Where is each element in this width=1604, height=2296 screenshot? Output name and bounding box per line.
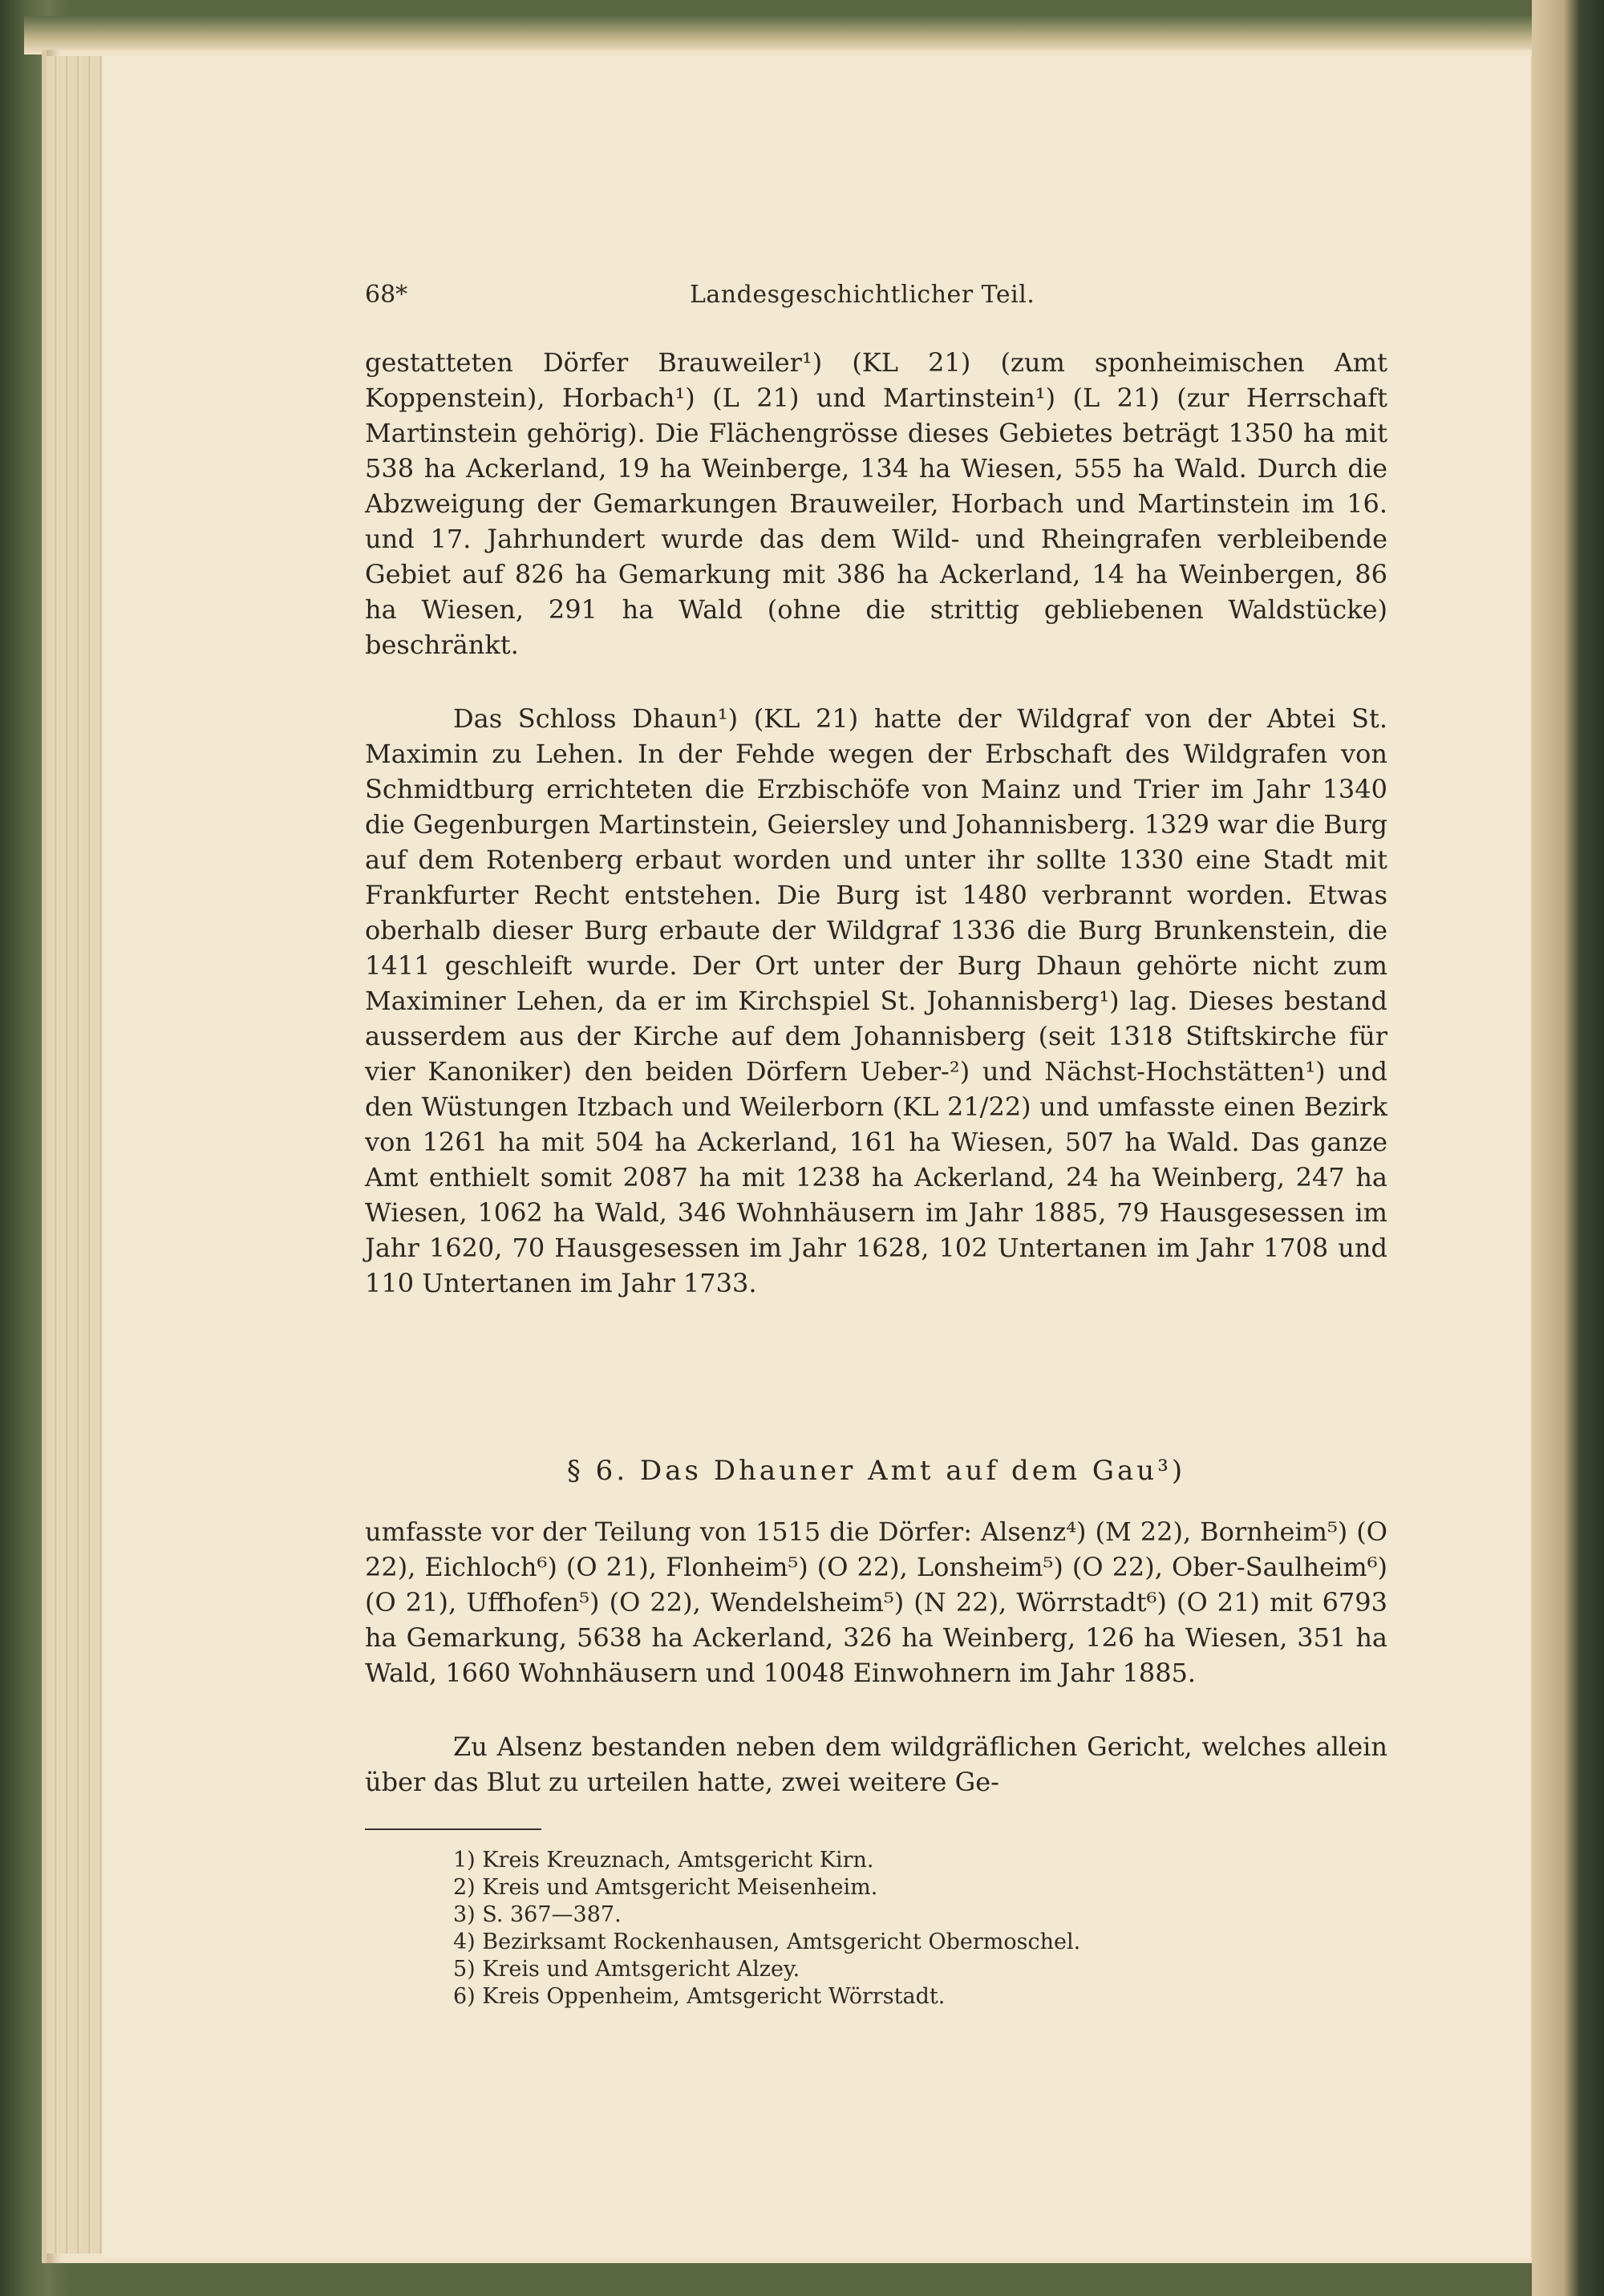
footnotes — [453, 1847, 1335, 2011]
book-top-edge — [24, 16, 1588, 55]
paragraph-4: Zu Alsenz bestanden neben dem wildgräflichen Gericht, welches allein über das Blut zu urteilen hatte, zwei weitere Ge- — [365, 1731, 1387, 1797]
footnote-1: 1) Kreis Kreuznach, Amtsgericht Kirn. — [453, 1848, 874, 1873]
footnote-rule — [365, 1828, 541, 1830]
footnote-5: 5) Kreis und Amtsgericht Alzey. — [453, 1957, 800, 1982]
footnote-3: 3) S. 367—387. — [453, 1902, 622, 1927]
page-number: 68* — [365, 281, 408, 309]
footnote-6: 6) Kreis Oppenheim, Amtsgericht Wörrstadt. — [453, 1984, 946, 2009]
next-page-edge — [1532, 0, 1604, 2296]
paragraph-1: gestatteten Dörfer Brauweiler¹) (KL 21) (zum sponheimischen Amt Koppenstein), Horbach¹) (L 21) und Martinstein¹) (L 21) (zur Herrschaft Martinstein gehörig). Die Flächengrösse dieses Gebietes beträgt 1350 ha mit 538 ha Ackerland, 19 ha Weinberge, 134 ha Wiesen, 555 ha Wald. Durch die Abzweigung der Gemarkungen Brauweiler, Horbach und Martinstein im 16. und 17. Jahrhundert wurde das dem Wild- und Rheingrafen verbleibende Gebiet auf 826 ha Gemarkung mit 386 ha Ackerland, 14 ha Weinbergen, 86 ha Wiesen, 291 ha Wald (ohne die strittig gebliebenen Waldstücke) beschränkt. — [365, 347, 1387, 660]
footnote-4: 4) Bezirksamt Rockenhausen, Amtsgericht Obermoschel. — [453, 1930, 1081, 1954]
paragraph-2: Das Schloss Dhaun¹) (KL 21) hatte der Wildgraf von der Abtei St. Maximin zu Lehen. In der Fehde wegen der Erbschaft des Wildgrafen von Schmidtburg errichteten die Erzbischöfe von Mainz und Trier im Jahr 1340 die Gegenburgen Martinstein, Geiersley und Johannisberg. 1329 war die Burg auf dem Rotenberg erbaut worden und unter ihr sollte 1330 eine Stadt mit Frankfurter Recht entstehen. Die Burg ist 1480 verbrannt worden. Etwas oberhalb dieser Burg erbaute der Wildgraf 1336 die Burg Brunkenstein, die 1411 geschleift wurde. Der Ort unter der Burg Dhaun gehörte nicht zum Maximiner Lehen, da er im Kirchspiel St. Johannisberg¹) lag. Dieses bestand ausserdem aus der Kirche auf dem Johannisberg (seit 1318 Stiftskirche für vier Kanoniker) den beiden Dörfern Ueber-²) und Nächst-Hochstätten¹) und den Wüstungen Itzbach und Weilerborn (KL 21/22) und umfasste einen Bezirk von 1261 ha mit 504 ha Ackerland, 161 ha Wiesen, 507 ha Wald. Das ganze Amt enthielt somit 2087 ha mit 1238 ha Ackerland, 24 ha Weinberg, 247 ha Wiesen, 1062 ha Wald, 346 Wohnhäusern im Jahr 1885, 79 Hausgesessen im Jahr 1620, 70 Hausgesessen im Jahr 1628, 102 Untertanen im Jahr 1708 und 110 Untertanen im Jahr 1733. — [365, 703, 1387, 1298]
section-heading: § 6. Das Dhauner Amt auf dem Gau³) — [566, 1455, 1186, 1487]
running-head — [365, 281, 1387, 313]
paragraph-3: umfasste vor der Teilung von 1515 die Dörfer: Alsenz⁴) (M 22), Bornheim⁵) (O 22), Eichloch⁶) (O 21), Flonheim⁵) (O 22), Lonsheim⁵) (O 22), Ober-Saulheim⁶) (O 21), Uffhofen⁵) (O 22), Wendelsheim⁵) (N 22), Wörrstadt⁶) (O 21) mit 6793 ha Gemarkung, 5638 ha Ackerland, 326 ha Weinberg, 126 ha Wiesen, 351 ha Wald, 1660 Wohnhäusern und 10048 Einwohnern im Jahr 1885. — [365, 1516, 1387, 1688]
running-title: Landesgeschichtlicher Teil. — [690, 281, 1035, 309]
footnote-2: 2) Kreis und Amtsgericht Meisenheim. — [453, 1875, 878, 1900]
page-edges — [47, 56, 103, 2253]
